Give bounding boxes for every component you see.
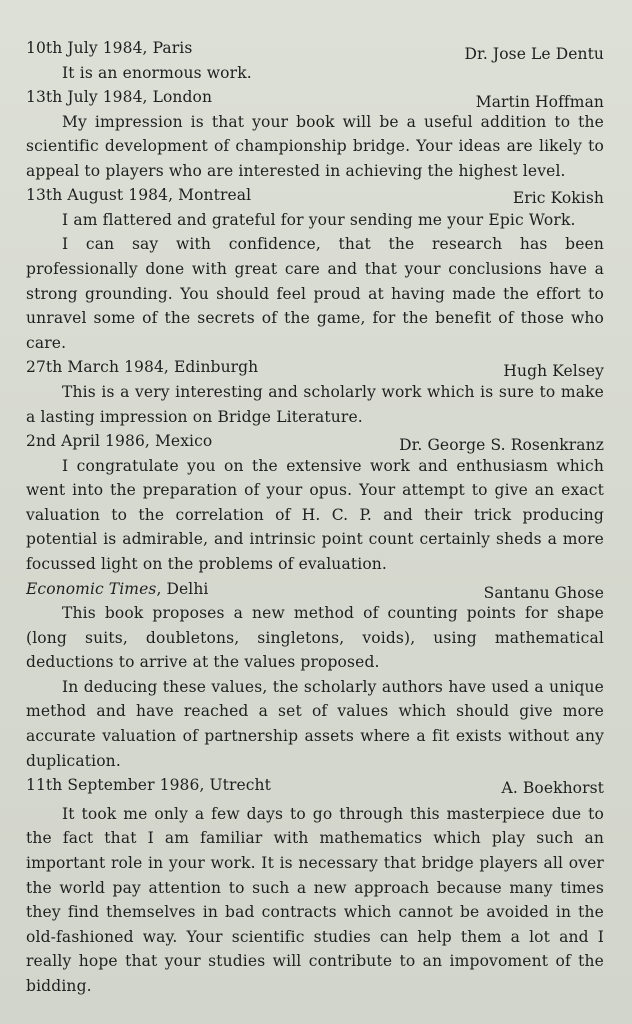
entry-header [26,85,604,110]
publication-name: Economic Times [26,579,157,598]
entry-author: Martin Hoffman [475,93,604,112]
review-entry [26,429,604,576]
entry-header [26,429,604,454]
review-entry [26,85,604,183]
entry-author: Santanu Ghose [483,583,604,602]
entry-date: 13th August 1984, Montreal [26,186,252,205]
entry-paragraph: I congratulate you on the extensive work and enthusiasm which went into the preparation of your opus. Your attempt to give an exact valuation to the correlation of H. C. P. and their trick producing potential is admirable, and intrinsic point count certainly sheds a more focussed light on the problems of evaluation. [26,456,604,573]
publication-place: , Delhi [156,579,209,598]
entry-author: Dr. Jose Le Dentu [464,45,604,63]
entry-paragraph: In deducing these values, the scholarly authors have used a unique method and have reached a set of values which should give more accurate valuation of partnership assets where a fit exists without any duplication. [26,677,604,770]
entry-paragraph: It took me only a few days to go through this masterpiece due to the fact that I am familiar with mathematics which play such an important role in your work. It is necessary that bridge players all over the world pay attention to such a new approach because many times they find themselves in bad contracts which cannot be avoided in the old-fashioned way. Your scientific studies can help them a lot and I really hope that your studies will contribute to an impovoment of the bidding. [26,804,604,995]
entry-paragraph: This is a very interesting and scholarly work which is sure to make a lasting impression on Bridge Literature. [26,382,604,426]
review-entry [26,36,604,85]
review-entry [26,183,604,355]
review-entry [26,773,604,998]
entry-date: 13th July 1984, London [26,88,213,107]
entry-author: Eric Kokish [512,189,604,208]
entry-date: 11th September 1986, Utrecht [26,776,271,795]
entry-paragraph: It is an enormous work. [62,63,252,82]
entry-header [26,183,604,208]
entry-source [26,577,209,602]
entry-date: 27th March 1984, Edinburgh [26,358,259,377]
entry-author: Dr. George S. Rosenkranz [399,436,604,455]
entry-header [26,577,604,602]
entry-author: A. Boekhorst [501,779,604,798]
entry-author: Hugh Kelsey [503,362,604,381]
entry-paragraph: My impression is that your book will be a useful addition to the scientific development of championship bridge. Your ideas are likely to appeal to players who are interested in achieving the highest level. [26,112,604,180]
entry-date: 10th July 1984, Paris [26,39,193,57]
review-entry [26,355,604,429]
entry-paragraph: I am flattered and grateful for your sending me your Epic Work. [62,210,576,229]
entry-date: 2nd April 1986, Mexico [26,432,213,451]
entry-header [26,773,604,798]
entry-header [26,36,604,61]
review-entry [26,577,604,774]
entry-paragraph: I can say with confidence, that the research has been professionally done with great care and that your conclusions have a strong grounding. You should feel proud at having made the effort to unravel some of the secrets of the game, for the benefit of those who care. [26,235,604,352]
entry-header [26,355,604,380]
entry-paragraph: This book proposes a new method of counting points for shape (long suits, doubletons, singletons, voids), using mathematical deductions to arrive at the values proposed. [26,604,604,672]
